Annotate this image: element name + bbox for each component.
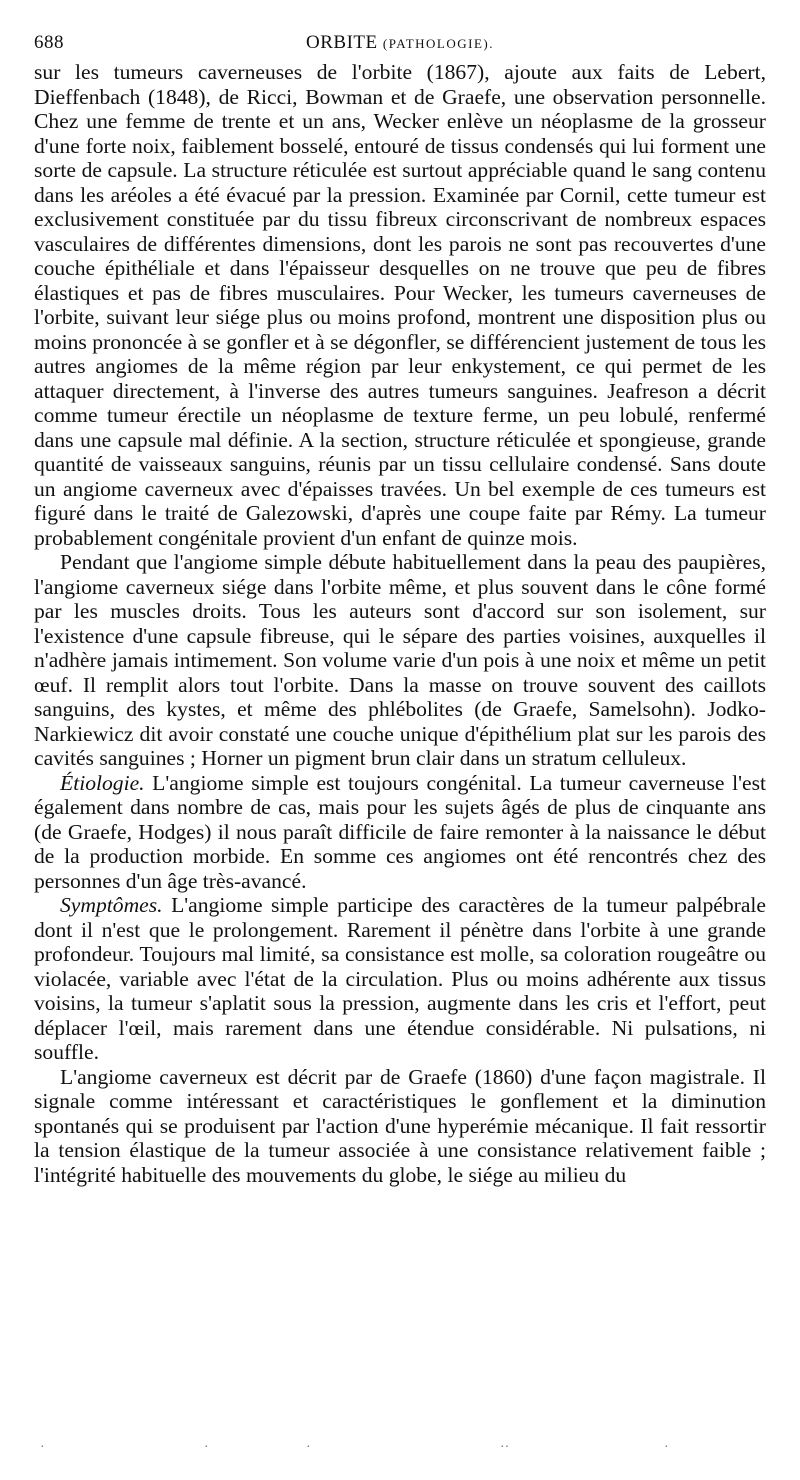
section-heading-etiologie: Étiologie. bbox=[60, 770, 145, 795]
paragraph-text: L'angiome caverneux est décrit par de Graefe (1860) d'une façon magistrale. Il signale comme intéressant et caractéristiques le gonflement et la diminution spontanés qui se produisent par l'action d'une hyperémie mécanique. Il fait ressortir la tension élastique de la tumeur associée à une consistance relativement faible ; l'intégrité habituelle des mouvements du globe, le siége au milieu du bbox=[34, 1064, 766, 1187]
paragraph-2 bbox=[34, 550, 766, 771]
paragraph-1 bbox=[34, 60, 766, 550]
paragraph-etiologie bbox=[34, 771, 766, 894]
section-heading-symptomes: Symptômes. bbox=[60, 893, 163, 917]
paragraph-text: Pendant que l'angiome simple débute habituellement dans la peau des paupières, l'angiome caverneux siége dans l'orbite même, et plus souvent dans le cône formé par les muscles droits. Tous les auteurs sont d'accord sur son isolement, sur l'existence d'une capsule fibreuse, qui le sépare des parties voisines, auxquelles il n'adhère jamais intimement. Son volume varie d'un pois à une noix et même un petit œuf. Il remplit alors tout l'orbite. Dans la masse on trouve souvent des caillots sanguins, des kystes, et même des phlébolites (de Graefe, Samelsohn). Jodko-Narkiewicz dit avoir constaté une couche unique d'épithélium plat sur les parois des cavités sanguines ; Horner un pigment brun clair dans un stratum celluleux. bbox=[34, 550, 766, 770]
running-head-title: ORBITE bbox=[306, 32, 378, 53]
speck: · bbox=[664, 1440, 669, 1455]
running-head bbox=[34, 32, 766, 54]
paragraph-symptomes bbox=[34, 893, 766, 1065]
paragraph-5 bbox=[34, 1065, 766, 1188]
speck: · bbox=[40, 1440, 45, 1455]
page-header bbox=[34, 26, 766, 60]
body-text bbox=[34, 60, 766, 1187]
paragraph-text: sur les tumeurs caverneuses de l'orbite (1867), ajoute aux faits de Lebert, Dieffenbach (1848), de Ricci, Bowman et de Graefe, une observation personnelle. Chez une femme de trente et un ans, Wecker enlève un néoplasme de la grosseur d'une forte noix, faiblement bosselé, entouré de tissus condensés qui lui forment une sorte de capsule. La structure réticulée est surtout appréciable quand le sang contenu dans les aréoles a été évacué par la pression. Examinée par Cornil, cette tumeur est exclusivement constituée par du tissu fibreux circonscrivant de nombreux espaces vasculaires de différentes dimensions, dont les parois ne sont pas recouvertes d'une couche épithéliale et dans l'épaisseur desquelles on ne trouve que peu de fibres élastiques et pas de fibres musculaires. Pour Wecker, les tumeurs caverneuses de l'orbite, suivant leur siége plus ou moins profond, montrent une disposition plus ou moins prononcée à se gonfler et à se dégonfler, se différencient justement de tous les autres angiomes de la même région par leur enkystement, ce qui permet de les attaquer directement, à l'inverse des autres tumeurs sanguines. Jeafreson a décrit comme tumeur érectile un néoplasme de texture ferme, un peu lobulé, renfermé dans une capsule mal définie. A la section, structure réticulée et spongieuse, grande quantité de vaisseaux sanguins, réunis par un tissu cellulaire condensé. Sans doute un angiome caverneux avec d'épaisses travées. Un bel exemple de ces tumeurs est figuré dans le traité de Galezowski, d'après une coupe faite par Rémy. La tumeur probablement congénitale provient d'un enfant de quinze mois. bbox=[34, 60, 766, 550]
paragraph-text: L'angiome simple participe des caractères de la tumeur palpébrale dont il n'est que le prolongement. Rarement il pénètre dans l'orbite à une grande profondeur. Toujours mal limité, sa consistance est molle, sa coloration rougeâtre ou violacée, variable avec l'état de la circulation. Plus ou moins adhérente aux tissus voisins, la tumeur s'aplatit sous la pression, augmente dans les cris et l'effort, peut déplacer l'œil, mais rarement dans une étendue considérable. Ni pulsations, ni souffle. bbox=[34, 893, 766, 1064]
speck: · bbox=[306, 1440, 311, 1455]
speck: ·· bbox=[500, 1440, 510, 1455]
paragraph-text: L'angiome simple est toujours congénital. La tumeur caverneuse l'est également dans nombre de cas, mais pour les sujets âgés de plus de cinquante ans (de Graefe, Hodges) il nous paraît difficile de faire remonter à la naissance le début de la production morbide. En somme ces angiomes ont été rencontrés chez des personnes d'un âge très-avancé. bbox=[34, 770, 766, 893]
running-head-subtitle: (PATHOLOGIE). bbox=[382, 36, 494, 51]
page-number: 688 bbox=[34, 32, 64, 53]
speck: · bbox=[204, 1440, 209, 1455]
page-bottom-specks bbox=[34, 1440, 766, 1455]
document-page bbox=[34, 26, 766, 1187]
